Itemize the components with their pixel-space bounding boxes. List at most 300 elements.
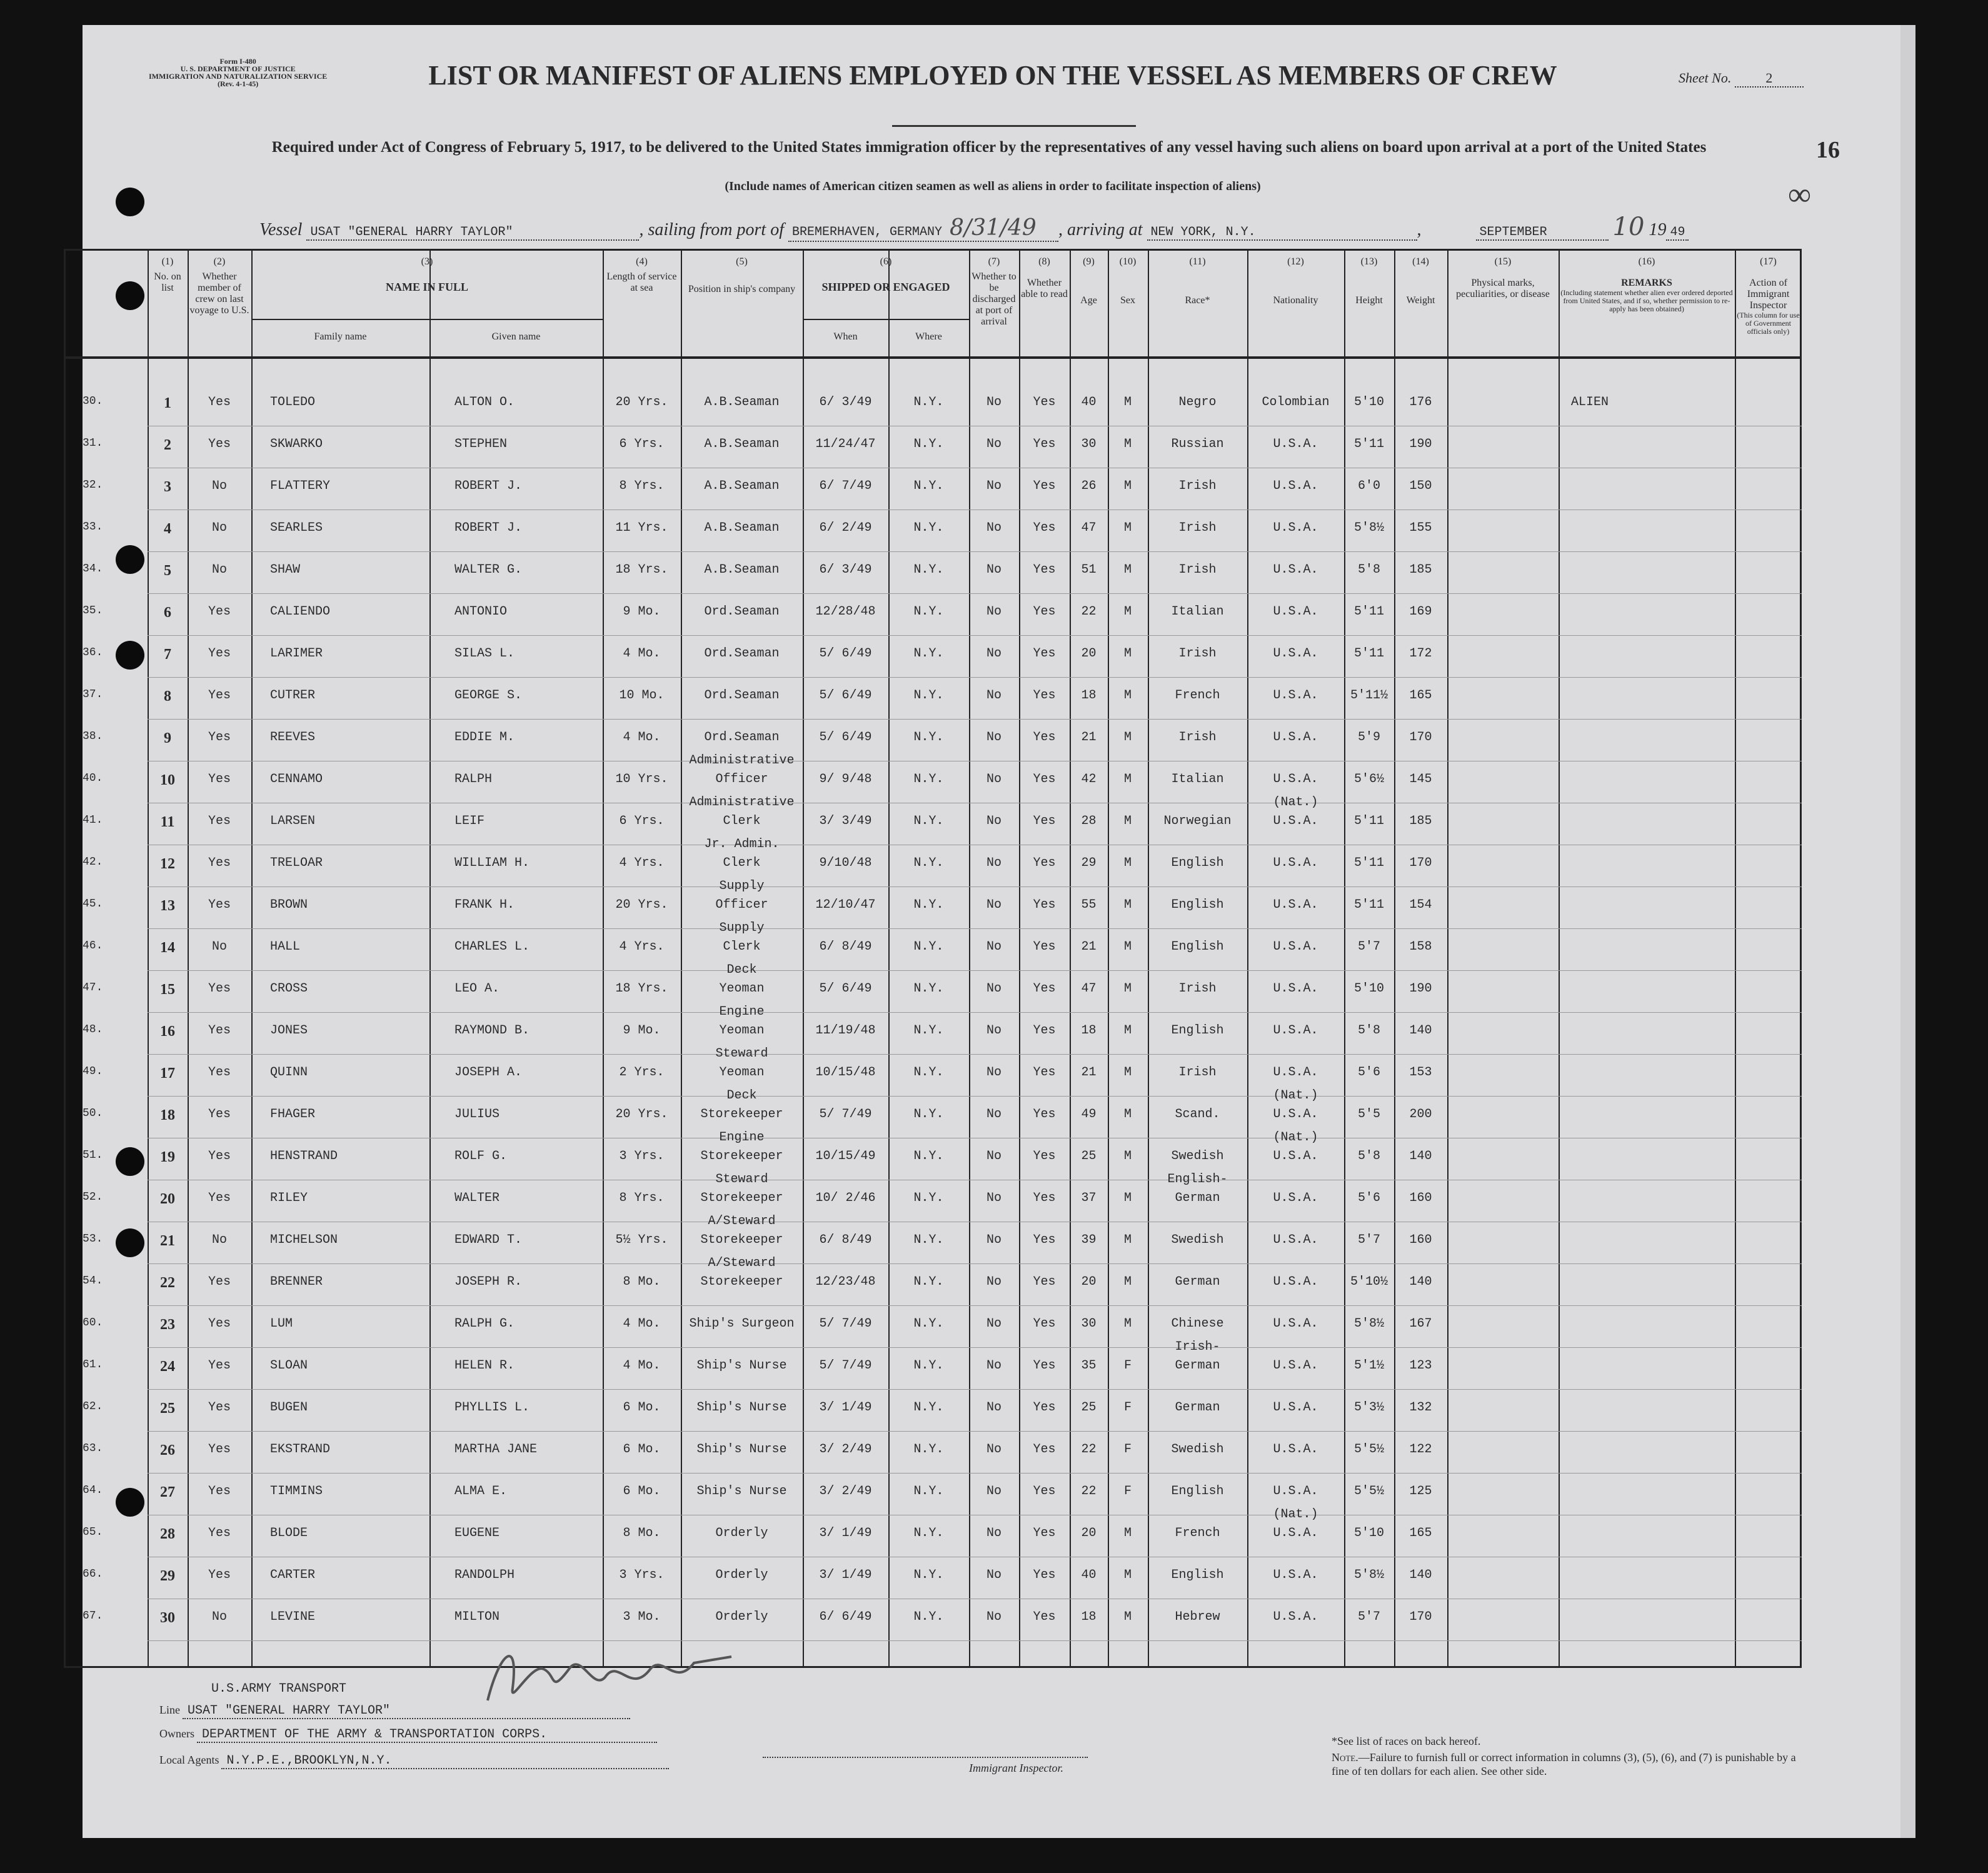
shipped-when: 5/ 6/49 (819, 646, 872, 661)
crew-last-voyage: No (211, 1233, 227, 1247)
column-title: No. on list (154, 271, 181, 293)
column-number: (8) (1038, 256, 1050, 267)
column-title: NAME IN FULL (385, 281, 468, 293)
header-family: Family name (314, 331, 367, 342)
crew-last-voyage: Yes (208, 730, 231, 745)
family-name: CUTRER (270, 688, 316, 703)
age: 26 (1081, 479, 1097, 493)
service-length: 4 Yrs. (619, 940, 665, 954)
discharged: No (986, 437, 1002, 451)
shipped-when: 6/ 8/49 (819, 940, 872, 954)
line-number: 51. (83, 1149, 103, 1162)
weight: 125 (1409, 1484, 1432, 1499)
service-length: 2 Yrs. (619, 1065, 665, 1080)
ship-position: Ship's Nurse (696, 1358, 787, 1373)
able-to-read: Yes (1033, 563, 1056, 577)
nationality: U.S.A. (1273, 1065, 1318, 1080)
shipped-when: 5/ 6/49 (819, 730, 872, 745)
nationality: U.S.A. (1273, 814, 1318, 828)
shipped-where: N.Y. (913, 1023, 944, 1038)
family-name: LEVINE (270, 1610, 316, 1624)
weight: 190 (1409, 437, 1432, 451)
discharged: No (986, 1610, 1002, 1624)
given-name: PHYLLIS L. (454, 1400, 530, 1415)
sex: M (1123, 1610, 1132, 1624)
shipped-where: N.Y. (913, 982, 944, 996)
shipped-where: N.Y. (913, 772, 944, 786)
shipped-when: 3/ 3/49 (819, 814, 872, 828)
list-number: 11 (160, 814, 175, 830)
header-c7 (969, 256, 1019, 328)
nationality: U.S.A. (1273, 772, 1318, 786)
weight: 172 (1409, 646, 1432, 661)
height: 5'8 (1357, 1023, 1380, 1038)
row-rule (148, 1263, 1802, 1264)
shipped-when: 5/ 6/49 (819, 688, 872, 703)
form-id: Form I-480 U. S. DEPARTMENT OF JUSTICE IMMIGRATION AND NATURALIZATION SERVICE (Rev. 4-1-45) (149, 57, 328, 88)
given-name: WILLIAM H. (454, 856, 530, 870)
discharged: No (986, 1484, 1002, 1499)
able-to-read: Yes (1033, 1023, 1056, 1038)
line-number: 33. (83, 521, 103, 533)
sex: M (1123, 982, 1132, 996)
column-title: Age (1080, 295, 1097, 306)
shipped-where: N.Y. (913, 856, 944, 870)
able-to-read: Yes (1033, 646, 1056, 661)
row-rule (148, 886, 1802, 887)
crew-last-voyage: Yes (208, 1275, 231, 1289)
ship-position: Administrative (689, 795, 795, 810)
header-c3 (251, 256, 603, 293)
race: German (1175, 1275, 1220, 1289)
arriving-field: NEW YORK, N.Y. (1147, 225, 1417, 241)
shipped-when: 12/23/48 (815, 1275, 876, 1289)
nationality: U.S.A. (1273, 1400, 1318, 1415)
discharged: No (986, 1442, 1002, 1457)
sex: M (1123, 1065, 1132, 1080)
shipped-where: N.Y. (913, 1358, 944, 1373)
crew-last-voyage: Yes (208, 395, 231, 409)
family-name: BLODE (270, 1526, 308, 1540)
weight: 190 (1409, 982, 1432, 996)
ship-position: Officer (715, 772, 768, 786)
age: 25 (1081, 1149, 1097, 1163)
sex: M (1123, 688, 1132, 703)
column-title: Physical marks, peculiarities, or disease (1456, 278, 1550, 299)
page-number: 16 (1816, 137, 1840, 163)
crew-last-voyage: Yes (208, 1191, 231, 1205)
weight: 170 (1409, 730, 1432, 745)
row-rule (148, 551, 1802, 552)
given-name: FRANK H. (454, 898, 515, 912)
weight: 170 (1409, 1610, 1432, 1624)
column-title: Height (1355, 295, 1383, 306)
shipped-when: 12/28/48 (815, 605, 876, 619)
subcolumn-divider (429, 319, 431, 1668)
list-number: 6 (164, 605, 171, 621)
nationality: U.S.A. (1273, 563, 1318, 577)
list-number: 23 (160, 1317, 175, 1333)
ship-position: Engine (719, 1130, 765, 1145)
crew-last-voyage: No (211, 563, 227, 577)
ship-position: Yeoman (719, 1065, 765, 1080)
header-c16 (1559, 256, 1735, 313)
list-number: 10 (160, 772, 175, 788)
column-title: Nationality (1273, 295, 1318, 306)
list-number: 5 (164, 563, 171, 579)
sex: M (1123, 898, 1132, 912)
nationality: U.S.A. (1273, 1275, 1318, 1289)
weight: 150 (1409, 479, 1432, 493)
given-name: CHARLES L. (454, 940, 530, 954)
able-to-read: Yes (1033, 1568, 1056, 1582)
service-length: 10 Mo. (619, 688, 665, 703)
ship-position: Storekeeper (700, 1149, 783, 1163)
able-to-read: Yes (1033, 1317, 1056, 1331)
family-name: HENSTRAND (270, 1149, 338, 1163)
shipped-where: N.Y. (913, 605, 944, 619)
line-number: 30. (83, 395, 103, 408)
line-number: 66. (83, 1568, 103, 1580)
discharged: No (986, 1358, 1002, 1373)
sex: M (1123, 1275, 1132, 1289)
race: English (1171, 940, 1224, 954)
age: 22 (1081, 1484, 1097, 1499)
ship-position: Clerk (723, 940, 761, 954)
column-title: Weight (1406, 295, 1435, 306)
line-number: 45. (83, 898, 103, 910)
given-name: JOSEPH R. (454, 1275, 523, 1289)
ship-position: Ord.Seaman (704, 730, 780, 745)
shipped-where: N.Y. (913, 1526, 944, 1540)
column-number: (7) (988, 256, 1000, 267)
list-number: 9 (164, 730, 171, 746)
race: English (1171, 856, 1224, 870)
column-number: (14) (1412, 256, 1429, 267)
row-rule (148, 1640, 1802, 1641)
able-to-read: Yes (1033, 1610, 1056, 1624)
age: 29 (1081, 856, 1097, 870)
race: Chinese (1171, 1317, 1224, 1331)
given-name: RAYMOND B. (454, 1023, 530, 1038)
height: 5'10 (1353, 395, 1384, 409)
family-name: MICHELSON (270, 1233, 338, 1247)
shipped-when: 6/ 6/49 (819, 1610, 872, 1624)
family-name: SLOAN (270, 1358, 308, 1373)
given-name: RALPH (454, 772, 493, 786)
ship-position: Administrative (689, 753, 795, 768)
column-number: (2) (213, 256, 226, 267)
age: 21 (1081, 940, 1097, 954)
race: Irish (1178, 646, 1217, 661)
age: 21 (1081, 1065, 1097, 1080)
family-name: REEVES (270, 730, 316, 745)
column-title: Sex (1120, 295, 1135, 306)
weight: 165 (1409, 688, 1432, 703)
shipped-when: 3/ 2/49 (819, 1484, 872, 1499)
service-length: 4 Mo. (623, 646, 661, 661)
family-name: CENNAMO (270, 772, 323, 786)
sex: M (1123, 646, 1132, 661)
ship-position: Storekeeper (700, 1275, 783, 1289)
given-name: RALPH G. (454, 1317, 515, 1331)
ship-position: A.B.Seaman (704, 395, 780, 409)
column-number: (16) (1638, 256, 1655, 267)
family-name: CROSS (270, 982, 308, 996)
line-number: 40. (83, 772, 103, 785)
family-name: SKWARKO (270, 437, 323, 451)
height: 5'10 (1353, 982, 1384, 996)
service-length: 8 Mo. (623, 1526, 661, 1540)
family-name: BRENNER (270, 1275, 323, 1289)
ship-position: Clerk (723, 814, 761, 828)
height: 5'8 (1357, 563, 1380, 577)
ship-position: Deck (726, 1088, 757, 1103)
ship-position: Clerk (723, 856, 761, 870)
family-name: TOLEDO (270, 395, 316, 409)
family-name: QUINN (270, 1065, 308, 1080)
race: Swedish (1171, 1233, 1224, 1247)
race: French (1175, 688, 1220, 703)
height: 5'1½ (1353, 1358, 1384, 1373)
ship-position: Ship's Nurse (696, 1400, 787, 1415)
list-number: 15 (160, 982, 175, 998)
line-number: 62. (83, 1400, 103, 1413)
day-handwritten: 10 (1612, 213, 1645, 241)
header-where: Where (915, 331, 942, 342)
sex: M (1123, 1023, 1132, 1038)
line-number: 38. (83, 730, 103, 743)
age: 40 (1081, 1568, 1097, 1582)
line-number: 42. (83, 856, 103, 868)
able-to-read: Yes (1033, 521, 1056, 535)
discharged: No (986, 1191, 1002, 1205)
column-number: (3) (421, 256, 433, 267)
age: 18 (1081, 688, 1097, 703)
row-rule (148, 1012, 1802, 1013)
crew-last-voyage: Yes (208, 772, 231, 786)
crew-last-voyage: Yes (208, 646, 231, 661)
inspector-label: Immigrant Inspector. (969, 1762, 1063, 1774)
ship-position: A.B.Seaman (704, 521, 780, 535)
line-number: 60. (83, 1317, 103, 1329)
header-c5 (681, 256, 803, 295)
discharged: No (986, 1275, 1002, 1289)
ship-position: A/Steward (708, 1256, 776, 1270)
given-name: LEO A. (454, 982, 500, 996)
ship-position: Storekeeper (700, 1191, 783, 1205)
given-name: ANTONIO (454, 605, 508, 619)
shipped-where: N.Y. (913, 1610, 944, 1624)
shipped-where: N.Y. (913, 1317, 944, 1331)
row-rule (148, 719, 1802, 720)
given-name: ALMA E. (454, 1484, 508, 1499)
crew-last-voyage: Yes (208, 1526, 231, 1540)
family-name: BROWN (270, 898, 308, 912)
service-length: 8 Mo. (623, 1275, 661, 1289)
sex: F (1123, 1442, 1132, 1457)
nationality: U.S.A. (1273, 940, 1318, 954)
shipped-when: 3/ 1/49 (819, 1400, 872, 1415)
family-name: BUGEN (270, 1400, 308, 1415)
remarks: ALIEN (1571, 395, 1609, 409)
able-to-read: Yes (1033, 605, 1056, 619)
discharged: No (986, 1317, 1002, 1331)
family-name: JONES (270, 1023, 308, 1038)
given-name: WALTER (454, 1191, 500, 1205)
crew-last-voyage: No (211, 479, 227, 493)
nationality: U.S.A. (1273, 605, 1318, 619)
sex: M (1123, 940, 1132, 954)
nationality: U.S.A. (1273, 646, 1318, 661)
age: 30 (1081, 1317, 1097, 1331)
shipped-when: 6/ 7/49 (819, 479, 872, 493)
nationality: Colombian (1262, 395, 1330, 409)
column-number: (10) (1119, 256, 1137, 267)
able-to-read: Yes (1033, 982, 1056, 996)
shipped-where: N.Y. (913, 521, 944, 535)
nationality: U.S.A. (1273, 1442, 1318, 1457)
weight: 140 (1409, 1275, 1432, 1289)
ship-position: Ship's Nurse (696, 1484, 787, 1499)
given-name: JULIUS (454, 1107, 500, 1122)
discharged: No (986, 1526, 1002, 1540)
height: 5'6½ (1353, 772, 1384, 786)
age: 28 (1081, 814, 1097, 828)
list-number: 7 (164, 646, 171, 663)
service-length: 3 Yrs. (619, 1568, 665, 1582)
crew-last-voyage: Yes (208, 856, 231, 870)
nationality: U.S.A. (1273, 688, 1318, 703)
race: Swedish (1171, 1149, 1224, 1163)
able-to-read: Yes (1033, 479, 1056, 493)
page-title: LIST OR MANIFEST OF ALIENS EMPLOYED ON THE VESSEL AS MEMBERS OF CREW (428, 60, 1557, 91)
shipped-where: N.Y. (913, 898, 944, 912)
nationality: U.S.A. (1273, 1149, 1318, 1163)
service-length: 3 Yrs. (619, 1149, 665, 1163)
shipped-when: 10/ 2/46 (815, 1191, 876, 1205)
service-length: 4 Yrs. (619, 856, 665, 870)
race: Irish (1178, 1065, 1217, 1080)
ship-position: Yeoman (719, 982, 765, 996)
given-name: MARTHA JANE (454, 1442, 538, 1457)
discharged: No (986, 1023, 1002, 1038)
line-number: 50. (83, 1107, 103, 1120)
able-to-read: Yes (1033, 1065, 1056, 1080)
weight: 154 (1409, 898, 1432, 912)
crew-last-voyage: Yes (208, 898, 231, 912)
weight: 132 (1409, 1400, 1432, 1415)
ship-position: Officer (715, 898, 768, 912)
column-divider (251, 249, 253, 1668)
discharged: No (986, 898, 1002, 912)
column-number: (17) (1760, 256, 1777, 267)
weight: 170 (1409, 856, 1432, 870)
races-note: *See list of races on back hereof. (1332, 1735, 1481, 1747)
header-c12 (1247, 256, 1344, 306)
header-c1 (148, 256, 188, 294)
shipped-when: 5/ 7/49 (819, 1317, 872, 1331)
race: Russian (1171, 437, 1224, 451)
age: 18 (1081, 1610, 1097, 1624)
list-number: 2 (164, 437, 171, 453)
age: 21 (1081, 730, 1097, 745)
column-divider (1735, 249, 1736, 1668)
race: Irish (1178, 563, 1217, 577)
sex: M (1123, 772, 1132, 786)
shipped-where: N.Y. (913, 814, 944, 828)
crew-last-voyage: No (211, 1610, 227, 1624)
header-c17 (1735, 256, 1802, 336)
discharged: No (986, 730, 1002, 745)
row-rule (148, 1389, 1802, 1390)
sex: M (1123, 479, 1132, 493)
instruction-note: (Include names of American citizen seamen as well as aliens in order to facilitate inspection of aliens) (725, 179, 1261, 193)
nationality: U.S.A. (1273, 521, 1318, 535)
list-number: 22 (160, 1275, 175, 1291)
line-number: 36. (83, 646, 103, 659)
shipped-when: 5/ 6/49 (819, 982, 872, 996)
ship-position: Ship's Surgeon (689, 1317, 795, 1331)
weight: 185 (1409, 814, 1432, 828)
title-rule (892, 125, 1136, 127)
header-c9 (1070, 256, 1108, 306)
height: 5'11½ (1350, 688, 1388, 703)
discharged: No (986, 563, 1002, 577)
shipped-when: 9/10/48 (819, 856, 872, 870)
age: 47 (1081, 982, 1097, 996)
line-number: 54. (83, 1275, 103, 1287)
row-rule (148, 1305, 1802, 1306)
column-title: Action of Immigrant Inspector (1747, 278, 1790, 311)
able-to-read: Yes (1033, 814, 1056, 828)
crew-last-voyage: Yes (208, 1149, 231, 1163)
age: 22 (1081, 605, 1097, 619)
discharged: No (986, 1568, 1002, 1582)
family-name: CARTER (270, 1568, 316, 1582)
row-rule (148, 677, 1802, 678)
weight: 158 (1409, 940, 1432, 954)
race: Negro (1178, 395, 1217, 409)
given-name: ROBERT J. (454, 479, 523, 493)
ship-position: Supply (719, 879, 765, 893)
discharged: No (986, 1107, 1002, 1122)
footer-line: Line USAT "GENERAL HARRY TAYLOR" (159, 1704, 630, 1719)
able-to-read: Yes (1033, 688, 1056, 703)
sex: M (1123, 856, 1132, 870)
given-name: EDDIE M. (454, 730, 515, 745)
line-number: 37. (83, 688, 103, 701)
nationality: U.S.A. (1273, 898, 1318, 912)
header-c13 (1344, 256, 1394, 306)
shipped-where: N.Y. (913, 730, 944, 745)
family-name: LARIMER (270, 646, 323, 661)
header-c8 (1019, 256, 1070, 300)
ship-position: Orderly (715, 1568, 768, 1582)
family-name: HALL (270, 940, 301, 954)
discharged: No (986, 940, 1002, 954)
weight: 153 (1409, 1065, 1432, 1080)
vessel-name-field: USAT "GENERAL HARRY TAYLOR" (306, 225, 639, 241)
height: 5'7 (1357, 940, 1380, 954)
line-number: 32. (83, 479, 103, 491)
weight: 169 (1409, 605, 1432, 619)
nationality: U.S.A. (1273, 1568, 1318, 1582)
column-number: (12) (1287, 256, 1304, 267)
crew-last-voyage: Yes (208, 1107, 231, 1122)
row-rule (148, 1473, 1802, 1474)
shipped-where: N.Y. (913, 1107, 944, 1122)
